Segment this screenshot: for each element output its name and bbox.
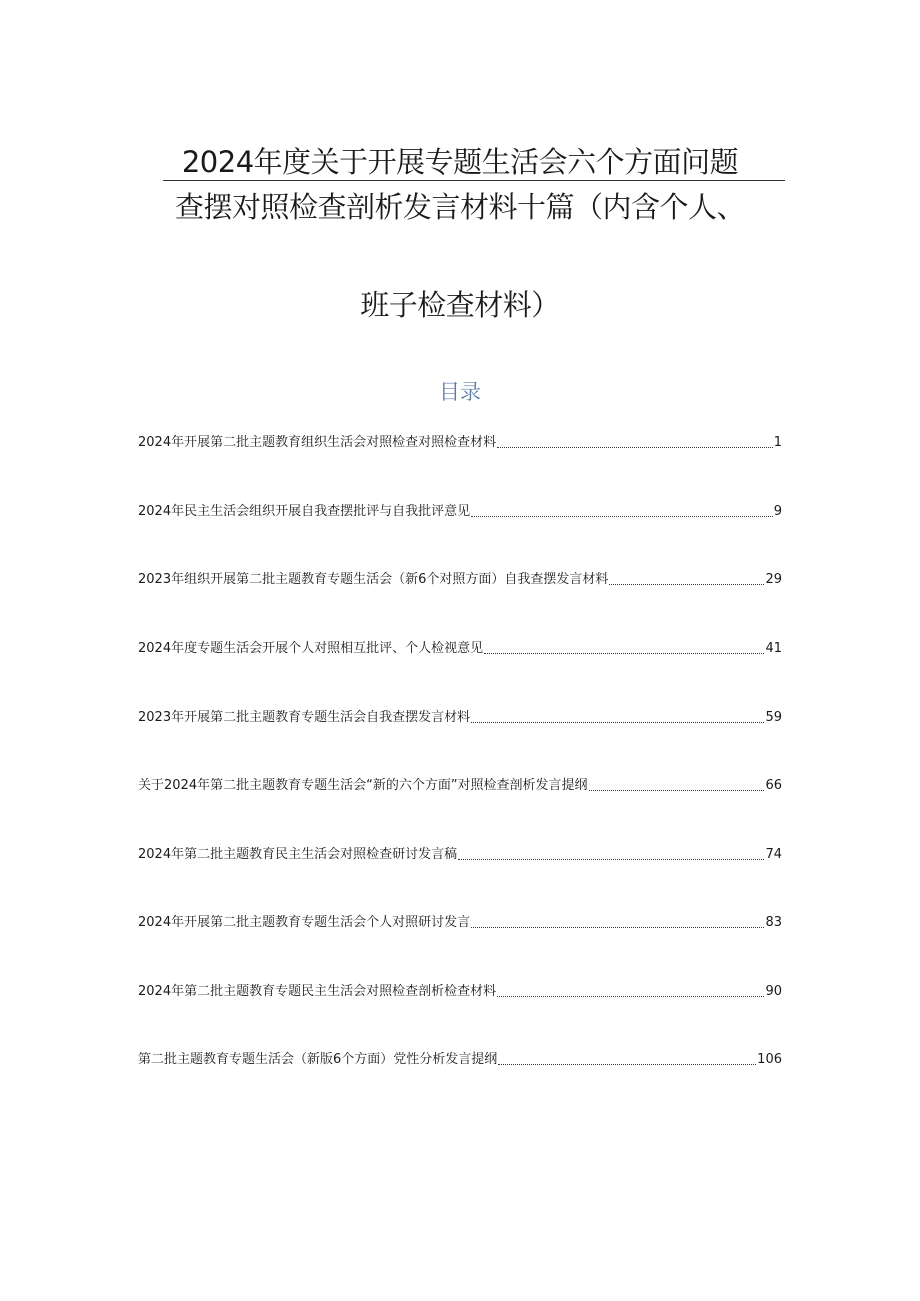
toc-entry-title: 2024年第二批主题教育专题民主生活会对照检查剖析检查材料 — [138, 984, 497, 999]
toc-entry[interactable] — [138, 979, 782, 1001]
toc-dot-leader — [497, 996, 764, 997]
toc-entry[interactable] — [138, 842, 782, 864]
toc-dot-leader — [471, 516, 773, 517]
toc-entry[interactable] — [138, 910, 782, 932]
toc-dot-leader — [498, 1064, 756, 1065]
title-divider — [163, 180, 785, 181]
toc-entry-title: 2024年民主生活会组织开展自我查摆批评与自我批评意见 — [138, 504, 471, 519]
toc-entry-page: 1 — [773, 435, 782, 450]
toc-dot-leader — [471, 927, 764, 928]
toc-entry-title: 2024年开展第二批主题教育专题生活会个人对照研讨发言 — [138, 915, 471, 930]
toc-entry-page: 59 — [765, 710, 782, 725]
toc-heading: 目录 — [439, 380, 481, 404]
toc-entry-page: 29 — [765, 572, 782, 587]
toc-dot-leader — [471, 722, 764, 723]
toc-entry-page: 90 — [765, 984, 782, 999]
toc-dot-leader — [609, 584, 764, 585]
toc-entry[interactable] — [138, 1047, 782, 1069]
toc-entry[interactable] — [138, 499, 782, 521]
toc-dot-leader — [497, 447, 773, 448]
toc-entry-page: 74 — [765, 847, 782, 862]
toc-dot-leader — [589, 790, 765, 791]
toc-entry[interactable] — [138, 430, 782, 452]
toc-entry-title: 2024年开展第二批主题教育组织生活会对照检查对照检查材料 — [138, 435, 497, 450]
toc-entry-title: 关于2024年第二批主题教育专题生活会“新的六个方面”对照检查剖析发言提纲 — [138, 778, 588, 793]
toc-entry-title: 2024年度专题生活会开展个人对照相互批评、个人检视意见 — [138, 641, 484, 656]
document-title-line-3: 班子检查材料） — [360, 288, 560, 322]
toc-entry-title: 第二批主题教育专题生活会（新版6个方面）党性分析发言提纲 — [138, 1052, 498, 1067]
toc-entry[interactable] — [138, 705, 782, 727]
toc-entry[interactable] — [138, 567, 782, 589]
toc-entry[interactable] — [138, 773, 782, 795]
toc-entry[interactable] — [138, 636, 782, 658]
toc-dot-leader — [484, 653, 764, 654]
toc-entry-title: 2023年组织开展第二批主题教育专题生活会（新6个对照方面）自我查摆发言材料 — [138, 572, 609, 587]
toc-entry-page: 106 — [757, 1052, 782, 1067]
toc-entry-page: 83 — [765, 915, 782, 930]
toc-entry-page: 9 — [773, 504, 782, 519]
document-title-line-2: 查摆对照检查剖析发言材料十篇（内含个人、 — [174, 190, 745, 224]
toc-dot-leader — [458, 859, 764, 860]
document-title-line-1: 2024年度关于开展专题生活会六个方面问题 — [181, 145, 739, 179]
toc-entry-page: 41 — [765, 641, 782, 656]
toc-entry-title: 2023年开展第二批主题教育专题生活会自我查摆发言材料 — [138, 710, 471, 725]
toc-entry-title: 2024年第二批主题教育民主生活会对照检查研讨发言稿 — [138, 847, 458, 862]
toc-entry-page: 66 — [765, 778, 782, 793]
